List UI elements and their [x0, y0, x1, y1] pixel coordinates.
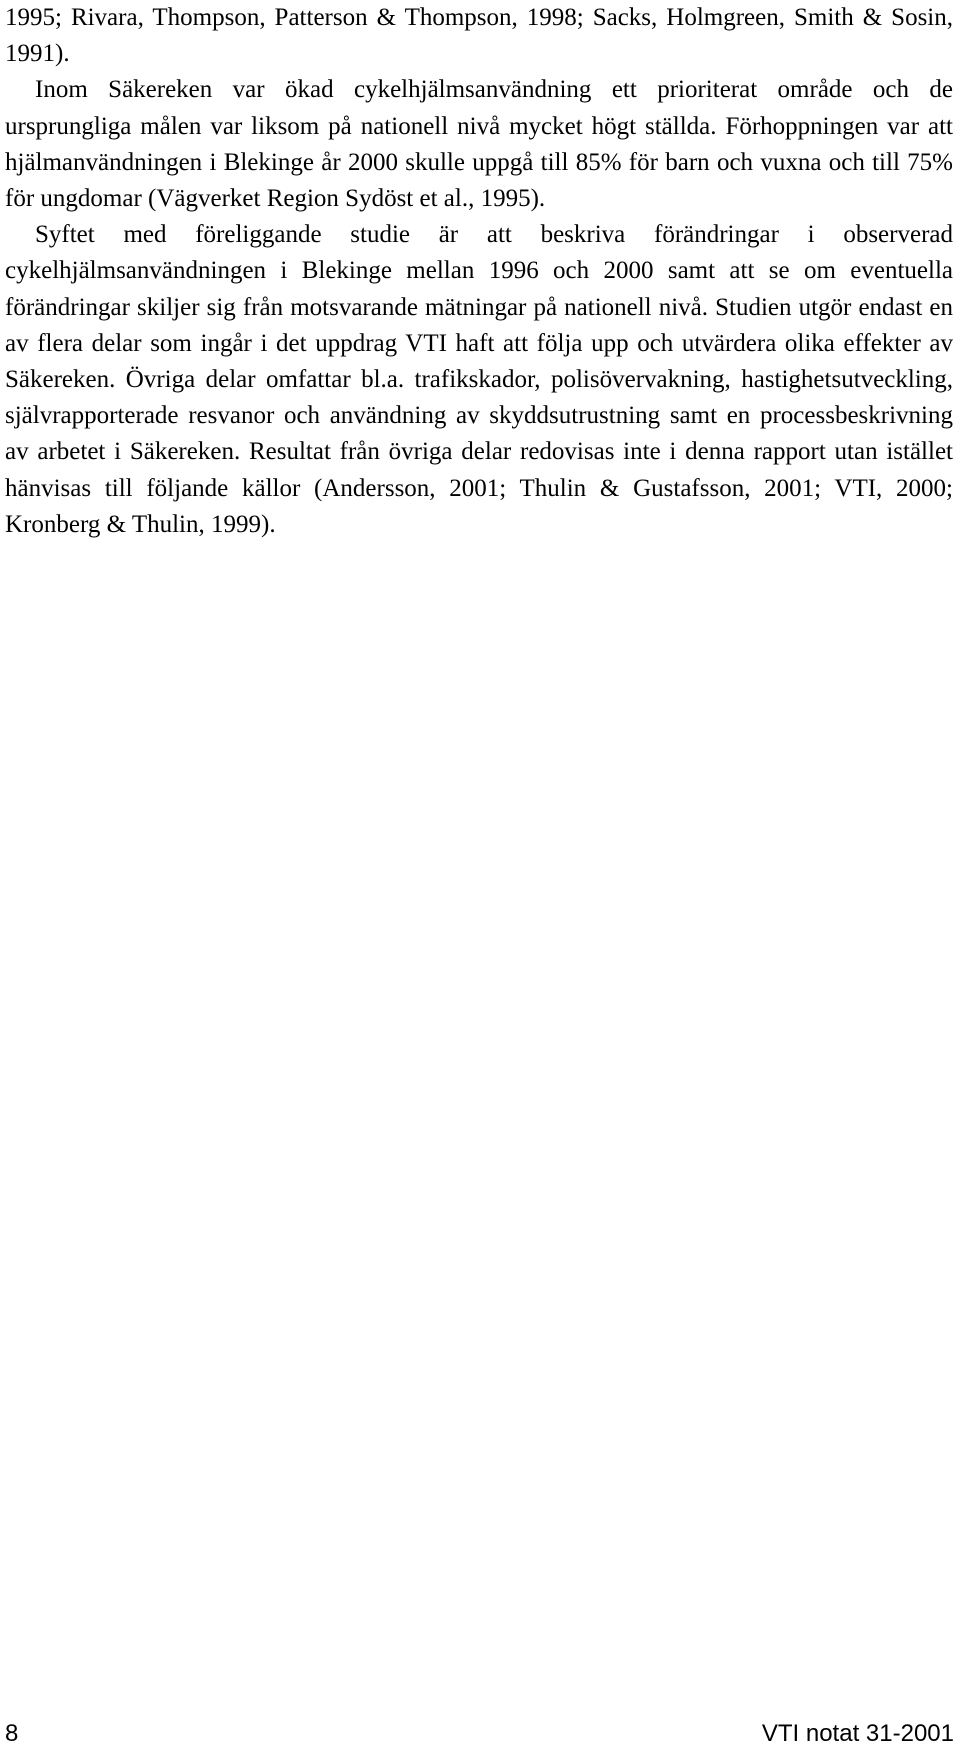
body-text — [5, 0, 953, 543]
paragraph-citation-continuation: 1995; Rivara, Thompson, Patterson & Thompson, 1998; Sacks, Holmgreen, Smith & Sosin, 1991). — [5, 4, 953, 68]
paragraph-purpose: Syftet med föreliggande studie är att beskriva förändringar i observerad cykelhjälmsanvändningen i Blekinge mellan 1996 och 2000 samt att se om eventuella förändringar skiljer sig från motsvarande mätningar på nationell nivå. Studien utgör endast en av flera delar som ingår i det uppdrag VTI haft att följa upp och utvärdera olika effekter av Säkereken. Övriga delar omfattar bl.a. trafikskador, polisövervakning, hastighetsutveckling, självrapporterade resvanor och användning av skyddsutrustning samt en processbeskrivning av arbetet i Säkereken. Resultat från övriga delar redovisas inte i denna rapport utan istället hänvisas till följande källor (Andersson, 2001; Thulin & Gustafsson, 2001; VTI, 2000; Kronberg & Thulin, 1999). — [5, 221, 953, 538]
report-id: VTI notat 31-2001 — [761, 1720, 954, 1747]
page-footer — [0, 1716, 960, 1752]
paragraph-goals: Inom Säkereken var ökad cykelhjälmsanvändning ett prioriterat område och de ursprungliga målen var liksom på nationell nivå mycket högt ställda. Förhoppningen var att hjälmanvändningen i Blekinge år 2000 skulle uppgå till 85% för barn och vuxna och till 75% för ungdomar (Vägverket Region Sydöst et al., 1995). — [5, 76, 953, 213]
page-number: 8 — [5, 1720, 19, 1747]
